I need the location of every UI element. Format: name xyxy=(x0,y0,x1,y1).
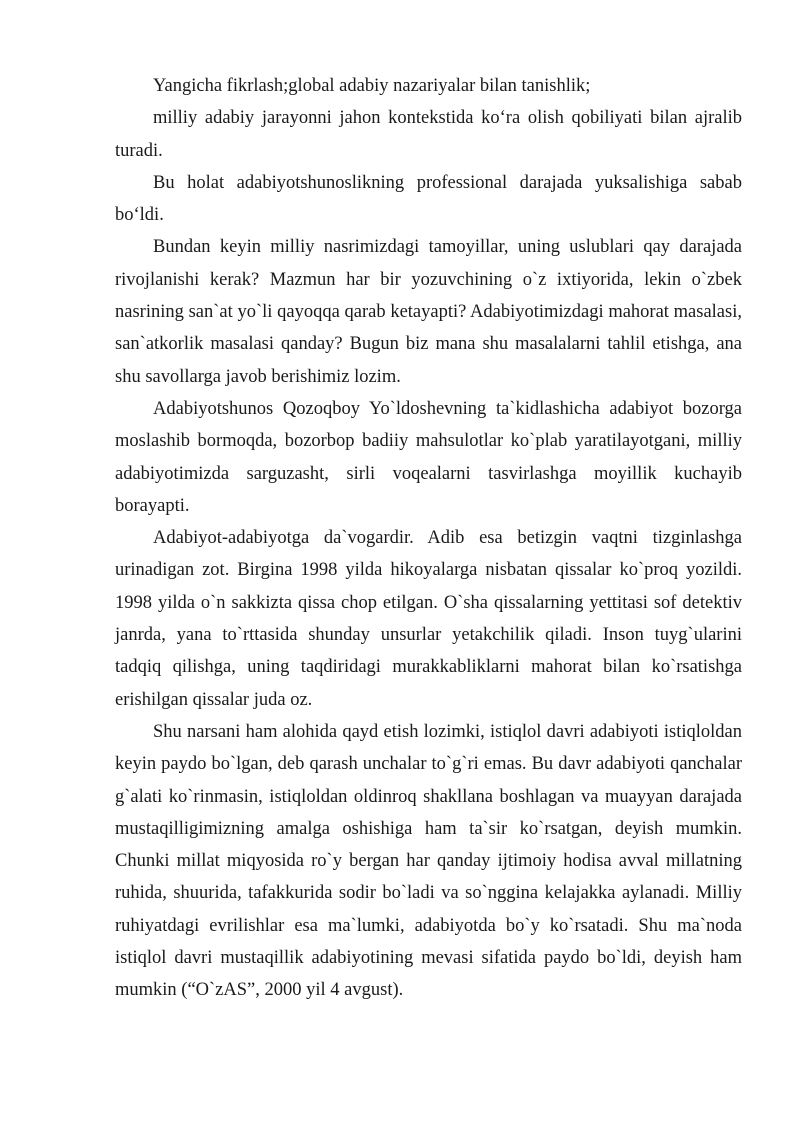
paragraph-5: Adabiyotshunos Qozoqboy Yo`ldoshevning ta`kidlashicha adabiyot bozorga moslashib bormoqda, bozorbop badiiy mahsulotlar ko`plab yaratilayotgani, milliy adabiyotimizda sarguzasht, sirli voqealarni tasvirlashga moyillik kuchayib borayapti. xyxy=(115,398,742,516)
paragraph-4: Bundan keyin milliy nasrimizdagi tamoyillar, uning uslublari qay darajada rivojlanishi kerak? Mazmun har bir yozuvchining o`z ixtiyorida, lekin o`zbek nasrining san`at yo`li qayoqqa qarab ketayapti? Adabiyotimizdagi mahorat masalasi, san`atkorlik masalasi qanday? Bugun biz mana shu masalalarni tahlil etishga, ana shu savollarga javob berishimiz lozim. xyxy=(115,237,742,387)
paragraph-2: milliy adabiy jarayonni jahon kontekstida ko‘ra olish qobiliyati bilan ajralib turadi. xyxy=(115,108,742,161)
paragraph-7: Shu narsani ham alohida qayd etish lozimki, istiqlol davri adabiyoti istiqloldan keyin paydo bo`lgan, deb qarash unchalar to`g`ri emas. Bu davr adabiyoti qanchalar g`alati ko`rinmasin, istiqloldan oldinroq shakllana boshlagan va muayyan darajada mustaqilligimizning amalga oshishiga ham ta`sir ko`rsatgan, deyish mumkin. Chunki millat miqyosida ro`y bergan har qanday ijtimoiy hodisa avval millatning ruhida, shuurida, tafakkurida sodir bo`ladi va so`nggina kelajakka aylanadi. Milliy ruhiyatdagi evrilishlar esa ma`lumki, adabiyotda bo`y ko`rsatadi. Shu ma`noda istiqlol davri mustaqillik adabiyotining mevasi sifatida paydo bo`ldi, deyish ham mumkin (“O`zAS”, 2000 yil 4 avgust). xyxy=(115,721,742,1001)
paragraph-3: Bu holat adabiyotshunoslikning professional darajada yuksalishiga sabab bo‘ldi. xyxy=(115,172,742,226)
paragraph-6: Adabiyot-adabiyotga da`vogardir. Adib esa betizgin vaqtni tizginlashga urinadigan zot. Birgina 1998 yilda hikoyalarga nisbatan qissalar ko`proq yozildi. 1998 yilda o`n sakkizta qissa chop etilgan. O`sha qissalarning yettitasi sof detektiv janrda, yana to`rttasida shunday unsurlar yetakchilik qiladi. Inson tuyg`ularini tadqiq qilishga, uning taqdiridagi murakkabliklarni mahorat bilan ko`rsatishga erishilgan qissalar juda oz. xyxy=(115,528,742,710)
paragraph-1: Yangicha fikrlash;global adabiy nazariyalar bilan tanishlik; xyxy=(153,76,591,96)
document-page xyxy=(115,70,742,1007)
